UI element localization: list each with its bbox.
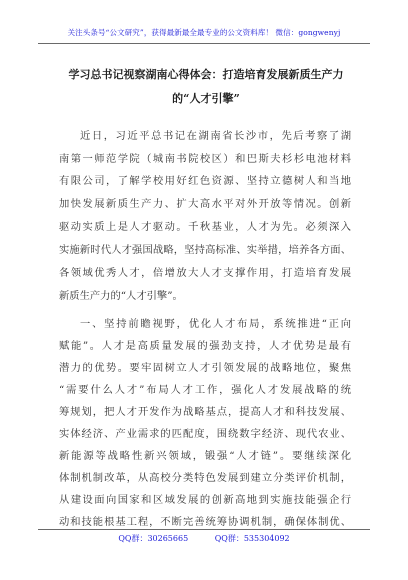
body-line: 潜力的优势。要牢固树立人才引领发展的战略地位，聚焦 [59,362,351,374]
body-line: 有限公司，了解学校用好红色资源、坚持立德树人和当地 [59,175,351,187]
body-line: 加快发展新质生产力、扩大高水平对外开放等情况。创新 [59,198,351,210]
document-title-line-1: 学习总书记视察湖南心得体会：打造培育发展新质生产力 [68,68,344,81]
header-divider [38,43,370,44]
body-line: 一、坚持前瞻视野，优化人才布局，系统推进“正向 [80,318,351,330]
body-line: 新能源等战略性新兴领域，锻强“人才链”。要继续深化 [59,450,351,462]
footer-qq-group-2: QQ群：535304092 [214,534,290,543]
body-line: “需要什么人才”布局人才工作，强化人才发展战略的统 [59,384,351,396]
body-line: 驱动实质上是人才驱动。千秋基业，人才为先。必须深入 [59,221,351,233]
body-line: 动和技能根基工程，不断完善统筹协调机制，确保体制优、 [59,516,351,528]
body-line: 近日，习近平总书记在湖南省长沙市，先后考察了湖 [80,130,351,142]
body-line: 从建设面向国家和区域发展的创新高地到实施技能强企行 [59,494,351,506]
footer-divider [38,529,370,530]
body-line: 实体经济、产业需求的匹配度，围绕数字经济、现代农业、 [59,428,351,440]
footer-contacts [0,533,408,544]
body-line: 筹规划，把人才开发作为战略基点，提高人才和科技发展、 [59,406,351,418]
body-line: 实施新时代人才强国战略，坚持高标准、实举措，培养各方面、 [59,244,351,256]
body-line: 体制机制改革，从高校分类特色发展到建立分类评价机制， [59,472,351,484]
document-title-line-2: 的“人才引擎” [172,92,240,105]
body-line: 各领域优秀人才，倍增放大人才支撑作用，打造培育发展 [59,267,351,279]
header-note: 关注头条号“公文研究”，获得最新最全最专业的公文资料库！ 微信：gongwenyj [67,28,341,37]
footer-qq-group-1: QQ群：30265665 [118,534,189,543]
body-line: 新质生产力的“人才引擎”。 [59,290,183,302]
body-line: 南第一师范学院（城南书院校区）和巴斯夫杉杉电池材料 [59,153,351,165]
body-line: 赋能”。人才是高质量发展的强劲支持，人才优势是最有 [59,340,351,352]
